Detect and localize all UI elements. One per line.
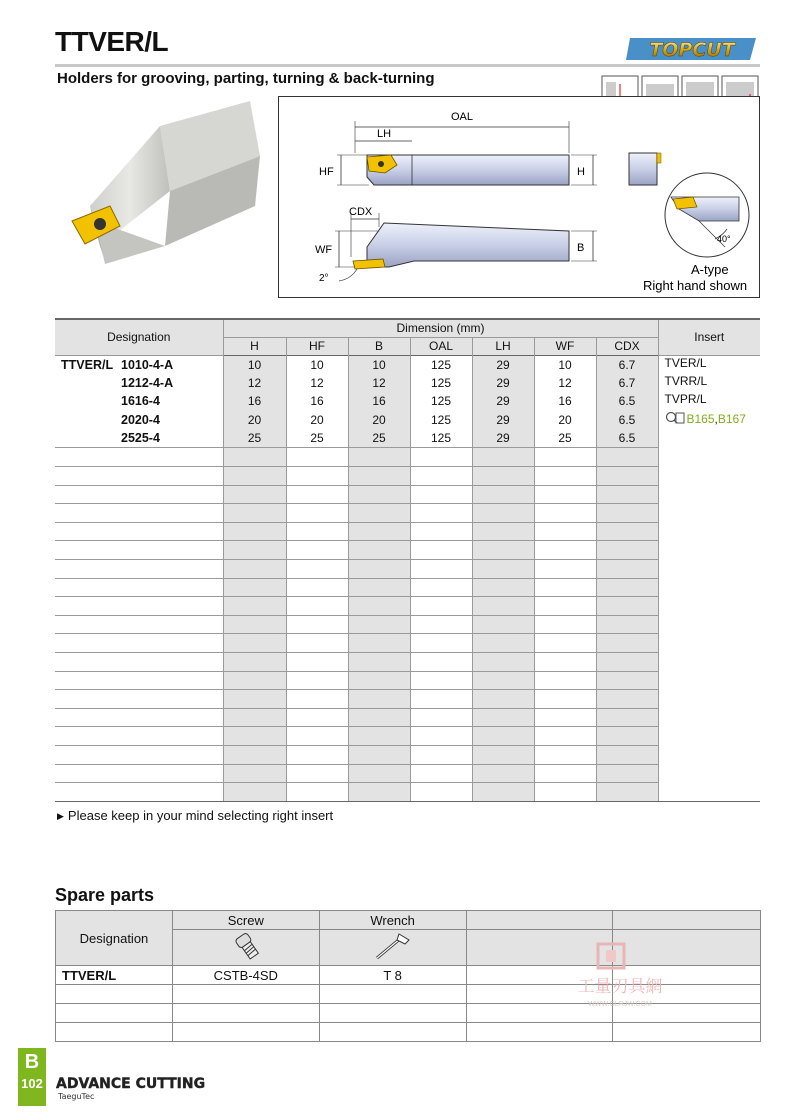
value-cell: 10 — [286, 355, 348, 374]
hf-label: HF — [319, 166, 334, 178]
value-cell: 10 — [223, 355, 286, 374]
svg-text:TOPCUT: TOPCUT — [649, 39, 735, 61]
dimension-table — [55, 318, 760, 802]
value-cell: 10 — [348, 355, 410, 374]
screw-header: Screw — [172, 911, 319, 930]
value-cell: 12 — [348, 374, 410, 393]
table-row — [55, 429, 760, 448]
screw-image-cell — [172, 930, 319, 966]
screw-value: CSTB-4SD — [172, 966, 319, 985]
value-cell: 12 — [286, 374, 348, 393]
section-tab — [18, 1048, 46, 1106]
watermark-cn: 工量刃具網 — [577, 977, 663, 996]
wrench-image-cell — [319, 930, 466, 966]
right-hand-caption: Right hand shown — [643, 278, 748, 293]
page-subtitle: Holders for grooving, parting, turning & back-turning — [57, 70, 435, 87]
table-row-empty — [55, 597, 760, 616]
col-header: B — [348, 337, 410, 355]
value-cell: 16 — [534, 392, 596, 411]
table-row — [55, 374, 760, 393]
col-header: WF — [534, 337, 596, 355]
col-header: CDX — [596, 337, 658, 355]
table-row-empty — [55, 467, 760, 486]
title-rule — [55, 64, 760, 67]
designation-cell: 2525-4 — [121, 431, 160, 446]
table-row-empty — [55, 783, 760, 802]
designation-cell: 1010-4-A — [121, 357, 174, 372]
value-cell: 125 — [410, 411, 472, 430]
table-row-empty — [55, 560, 760, 579]
ref-separator: , — [714, 411, 718, 426]
value-cell: 12 — [223, 374, 286, 393]
value-cell: 125 — [410, 355, 472, 374]
value-cell: 16 — [223, 392, 286, 411]
table-row-empty — [55, 764, 760, 783]
angle-2-label: 2° — [319, 273, 329, 284]
b-label: B — [577, 242, 585, 254]
insert-cell: TVPR/L — [664, 392, 707, 407]
table-row — [55, 355, 760, 374]
spare-designation: TTVER/L — [56, 966, 173, 985]
table-row-empty — [55, 653, 760, 672]
wrench-value: T 8 — [319, 966, 466, 985]
page-ref[interactable]: B165 — [686, 411, 715, 426]
topcut-logo — [626, 34, 760, 64]
value-cell: 125 — [410, 429, 472, 448]
section-letter: B — [24, 1051, 40, 1073]
cdx-label: CDX — [349, 206, 373, 218]
value-cell: 125 — [410, 392, 472, 411]
value-cell: 12 — [534, 374, 596, 393]
insert-cell: TVRR/L — [664, 373, 708, 388]
table-row-empty — [55, 448, 760, 467]
lh-label: LH — [376, 128, 392, 140]
spare-parts-title: Spare parts — [55, 885, 155, 905]
value-cell: 20 — [534, 411, 596, 430]
col-header: OAL — [410, 337, 472, 355]
watermark-url: WWW.GLRJW.COM — [588, 1001, 652, 1008]
value-cell: 6.7 — [596, 355, 658, 374]
value-cell: 10 — [534, 355, 596, 374]
table-row-empty — [55, 522, 760, 541]
insert-header: Insert — [658, 319, 760, 355]
value-cell: 6.7 — [596, 374, 658, 393]
table-row-empty — [55, 671, 760, 690]
value-cell: 20 — [348, 411, 410, 430]
spare-designation-header: Designation — [56, 911, 173, 966]
a-type-caption: A-type — [691, 262, 729, 277]
dimension-diagram — [278, 96, 760, 298]
dimension-header: Dimension (mm) — [223, 319, 658, 337]
triangle-bullet-icon: ▶ — [57, 811, 64, 821]
page-number: 102 — [21, 1076, 43, 1091]
table-row-empty — [55, 634, 760, 653]
oal-label: OAL — [450, 111, 474, 123]
value-cell: 29 — [472, 374, 534, 393]
value-cell: 25 — [534, 429, 596, 448]
table-row-empty — [55, 541, 760, 560]
value-cell: 6.5 — [596, 411, 658, 430]
value-cell: 20 — [223, 411, 286, 430]
table-row — [55, 392, 760, 411]
brand-sub: TaeguTec — [58, 1092, 95, 1101]
value-cell: 25 — [286, 429, 348, 448]
table-row-empty — [55, 690, 760, 709]
value-cell: 29 — [472, 392, 534, 411]
table-row-empty — [55, 745, 760, 764]
wf-label: WF — [315, 244, 333, 256]
table-row-empty — [55, 727, 760, 746]
designation-prefix: TTVER/L — [61, 357, 114, 372]
note-text: Please keep in your mind selecting right insert — [67, 808, 334, 823]
designation-header: Designation — [55, 319, 223, 355]
table-row-empty — [55, 578, 760, 597]
table-row-empty — [55, 485, 760, 504]
col-header: LH — [472, 337, 534, 355]
table-row-empty — [55, 615, 760, 634]
value-cell: 29 — [472, 355, 534, 374]
value-cell: 25 — [348, 429, 410, 448]
designation-cell: 2020-4 — [121, 413, 160, 428]
screw-icon — [226, 931, 266, 961]
value-cell: 16 — [348, 392, 410, 411]
watermark — [560, 940, 680, 1010]
book-reference-icon — [665, 411, 685, 425]
spare-row-empty — [56, 1023, 761, 1042]
advance-cutting-logo — [56, 1072, 206, 1102]
insert-ref-cell — [658, 411, 760, 430]
selection-note — [57, 808, 333, 823]
value-cell: 16 — [286, 392, 348, 411]
table-row-empty — [55, 504, 760, 523]
table-row — [55, 411, 760, 430]
table-row-empty — [55, 708, 760, 727]
value-cell: 6.5 — [596, 392, 658, 411]
page-title: TTVER/L — [55, 26, 169, 57]
col-header: H — [223, 337, 286, 355]
designation-cell: 1616-4 — [121, 394, 160, 409]
angle-40-label: 40° — [717, 234, 731, 244]
wrench-header: Wrench — [319, 911, 466, 930]
wrench-icon — [371, 930, 415, 962]
value-cell: 29 — [472, 411, 534, 430]
insert-cell: TVER/L — [664, 355, 707, 370]
h-label: H — [577, 166, 585, 178]
value-cell: 20 — [286, 411, 348, 430]
value-cell: 25 — [223, 429, 286, 448]
value-cell: 125 — [410, 374, 472, 393]
tool-holder-photo — [60, 96, 270, 276]
brand-main: ADVANCE CUTTING — [56, 1076, 206, 1092]
value-cell: 29 — [472, 429, 534, 448]
designation-cell: 1212-4-A — [121, 375, 174, 390]
col-header: HF — [286, 337, 348, 355]
page-ref[interactable]: B167 — [717, 411, 746, 426]
value-cell: 6.5 — [596, 429, 658, 448]
